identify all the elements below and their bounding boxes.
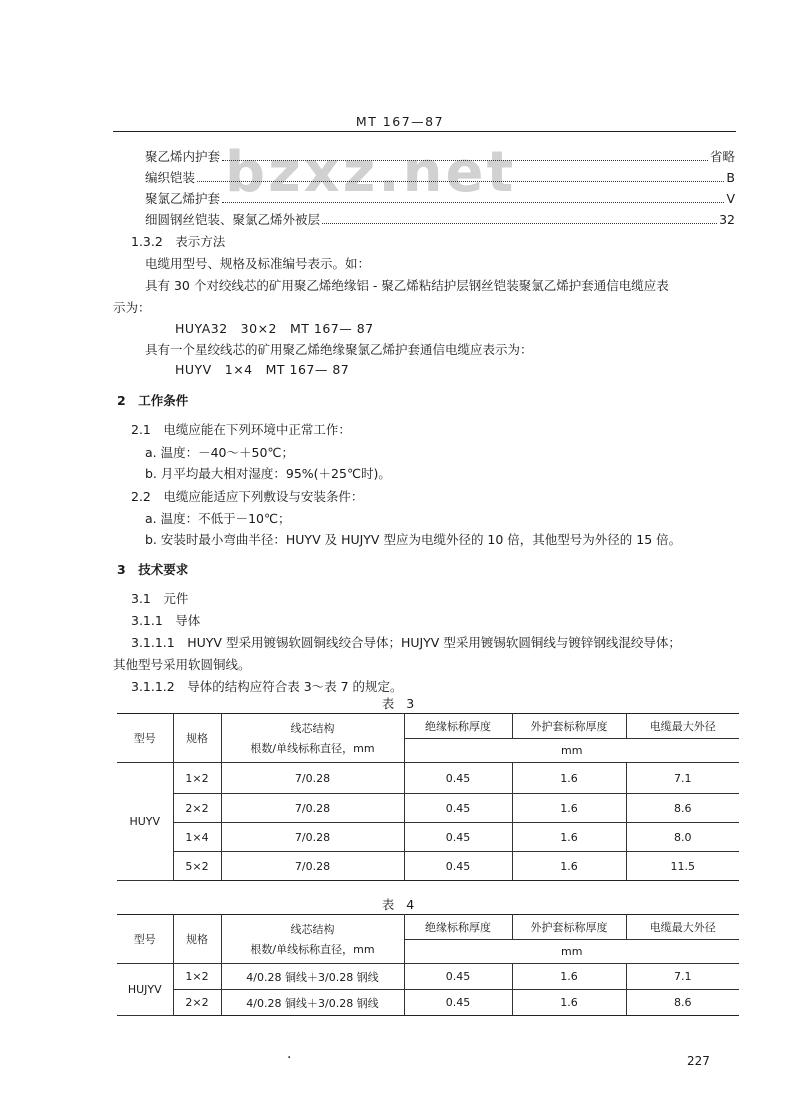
code-list-label: 聚乙烯内护套 <box>145 149 221 164</box>
dot-leader <box>322 223 717 224</box>
cell-type: HUYV <box>117 763 173 881</box>
cell-outer-diameter: 8.0 <box>626 823 739 852</box>
cell-core: 7/0.28 <box>221 852 404 881</box>
cell-spec: 1×2 <box>173 763 221 794</box>
col-header-core-line1: 线芯结构 <box>290 722 335 735</box>
table-row <box>117 990 739 1016</box>
cell-outer-diameter: 8.6 <box>626 794 739 823</box>
clause-3-1-1-2: 3.1.1.2 导体的结构应符合表 3～表 7 的规定。 <box>131 679 403 694</box>
code-list-item <box>145 189 735 207</box>
col-header-sheath: 外护套标称厚度 <box>512 915 626 940</box>
page-header-title: MT 167—87 <box>355 114 445 129</box>
cell-sheath: 1.6 <box>512 794 626 823</box>
scan-speck: · <box>287 1050 292 1066</box>
header-rule <box>113 131 736 132</box>
designation-example: HUYA32 30×2 MT 167— 87 <box>175 321 374 336</box>
code-list-value: B <box>726 170 735 185</box>
code-list-label: 聚氯乙烯护套 <box>145 191 221 206</box>
table-row <box>117 964 739 990</box>
list-item-a: a. 温度：不低于－10℃； <box>145 511 291 526</box>
cell-insulation: 0.45 <box>404 964 512 990</box>
clause-3-1: 3.1 元件 <box>131 591 189 606</box>
code-list-value: 32 <box>719 212 735 227</box>
cell-outer-diameter: 7.1 <box>626 763 739 794</box>
clause-text: 电缆用型号、规格及标准编号表示。如： <box>145 256 371 271</box>
code-list-item <box>145 147 735 165</box>
col-header-type: 型号 <box>117 915 173 964</box>
clause-2-1: 2.1 电缆应能在下列环境中正常工作： <box>131 422 351 437</box>
col-header-core-line2: 根数/单线标称直径，mm <box>250 943 375 956</box>
col-header-sheath: 外护套标称厚度 <box>512 714 626 739</box>
table-4 <box>117 914 739 1016</box>
cell-outer-diameter: 7.1 <box>626 964 739 990</box>
dot-leader <box>222 202 724 203</box>
unit-header: mm <box>404 739 739 763</box>
cell-insulation: 0.45 <box>404 852 512 881</box>
cell-core: 7/0.28 <box>221 823 404 852</box>
cell-insulation: 0.45 <box>404 794 512 823</box>
dot-leader <box>222 160 708 161</box>
cell-spec: 2×2 <box>173 990 221 1016</box>
list-item-a: a. 温度：－40～＋50℃； <box>145 445 294 460</box>
clause-1-3-2-heading: 1.3.2 表示方法 <box>131 234 226 249</box>
table-row <box>117 794 739 823</box>
page-number: 227 <box>687 1054 710 1068</box>
clause-2-2: 2.2 电缆应能适应下列敷设与安装条件： <box>131 489 364 504</box>
col-header-insulation: 绝缘标称厚度 <box>404 714 512 739</box>
col-header-core <box>221 714 404 763</box>
table-4-title: 表 4 <box>381 897 419 912</box>
cell-outer-diameter: 11.5 <box>626 852 739 881</box>
clause-text: 其他型号采用软圆铜线。 <box>113 657 251 672</box>
list-item-b: b. 安装时最小弯曲半径：HUYV 及 HUJYV 型应为电缆外径的 10 倍，其他型号为外径的 15 倍。 <box>145 532 682 547</box>
cell-sheath: 1.6 <box>512 964 626 990</box>
cell-outer-diameter: 8.6 <box>626 990 739 1016</box>
table-row <box>117 823 739 852</box>
col-header-core-line2: 根数/单线标称直径，mm <box>250 742 375 755</box>
watermark: bzxz.net <box>225 140 517 205</box>
col-header-insulation: 绝缘标称厚度 <box>404 915 512 940</box>
table-row <box>117 763 739 794</box>
cell-spec: 5×2 <box>173 852 221 881</box>
cell-sheath: 1.6 <box>512 852 626 881</box>
code-list-item <box>145 168 735 186</box>
table-3 <box>117 713 739 881</box>
dot-leader <box>197 181 724 182</box>
cell-type: HUJYV <box>117 964 173 1016</box>
cell-spec: 2×2 <box>173 794 221 823</box>
designation-example: HUYV 1×4 MT 167— 87 <box>175 362 350 377</box>
cell-insulation: 0.45 <box>404 990 512 1016</box>
cell-sheath: 1.6 <box>512 823 626 852</box>
col-header-core <box>221 915 404 964</box>
clause-3-1-1-1: 3.1.1.1 HUYV 型采用镀锡软圆铜线绞合导体；HUJYV 型采用镀锡软圆铜线与镀锌钢线混绞导体； <box>131 635 681 650</box>
unit-header: mm <box>404 940 739 964</box>
table-row <box>117 852 739 881</box>
cell-sheath: 1.6 <box>512 990 626 1016</box>
col-header-outer-diameter: 电缆最大外径 <box>626 714 739 739</box>
col-header-spec: 规格 <box>173 915 221 964</box>
code-list-label: 细圆钢丝铠装、聚氯乙烯外被层 <box>145 212 321 227</box>
cell-spec: 1×4 <box>173 823 221 852</box>
col-header-type: 型号 <box>117 714 173 763</box>
code-list-label: 编织铠装 <box>145 170 196 185</box>
code-list-value: 省略 <box>709 149 735 164</box>
col-header-core-line1: 线芯结构 <box>290 923 335 936</box>
cell-insulation: 0.45 <box>404 823 512 852</box>
code-list-item <box>145 210 735 228</box>
cell-core: 4/0.28 铜线＋3/0.28 钢线 <box>221 990 404 1016</box>
cell-core: 7/0.28 <box>221 763 404 794</box>
clause-text: 具有 30 个对绞线芯的矿用聚乙烯绝缘铝 - 聚乙烯粘结护层钢丝铠装聚氯乙烯护套通信电缆应表 <box>145 278 669 293</box>
section-2-heading: 2 工作条件 <box>117 393 189 408</box>
cell-core: 7/0.28 <box>221 794 404 823</box>
cell-sheath: 1.6 <box>512 763 626 794</box>
clause-text: 示为： <box>113 300 151 315</box>
code-list-value: V <box>726 191 735 206</box>
section-3-heading: 3 技术要求 <box>117 562 189 577</box>
clause-text: 具有一个星绞线芯的矿用聚乙烯绝缘聚氯乙烯护套通信电缆应表示为： <box>145 342 533 357</box>
col-header-spec: 规格 <box>173 714 221 763</box>
cell-insulation: 0.45 <box>404 763 512 794</box>
col-header-outer-diameter: 电缆最大外径 <box>626 915 739 940</box>
cell-core: 4/0.28 铜线＋3/0.28 钢线 <box>221 964 404 990</box>
table-3-title: 表 3 <box>381 696 419 711</box>
list-item-b: b. 月平均最大相对湿度：95%(＋25℃时)。 <box>145 466 391 481</box>
clause-3-1-1: 3.1.1 导体 <box>131 613 201 628</box>
cell-spec: 1×2 <box>173 964 221 990</box>
